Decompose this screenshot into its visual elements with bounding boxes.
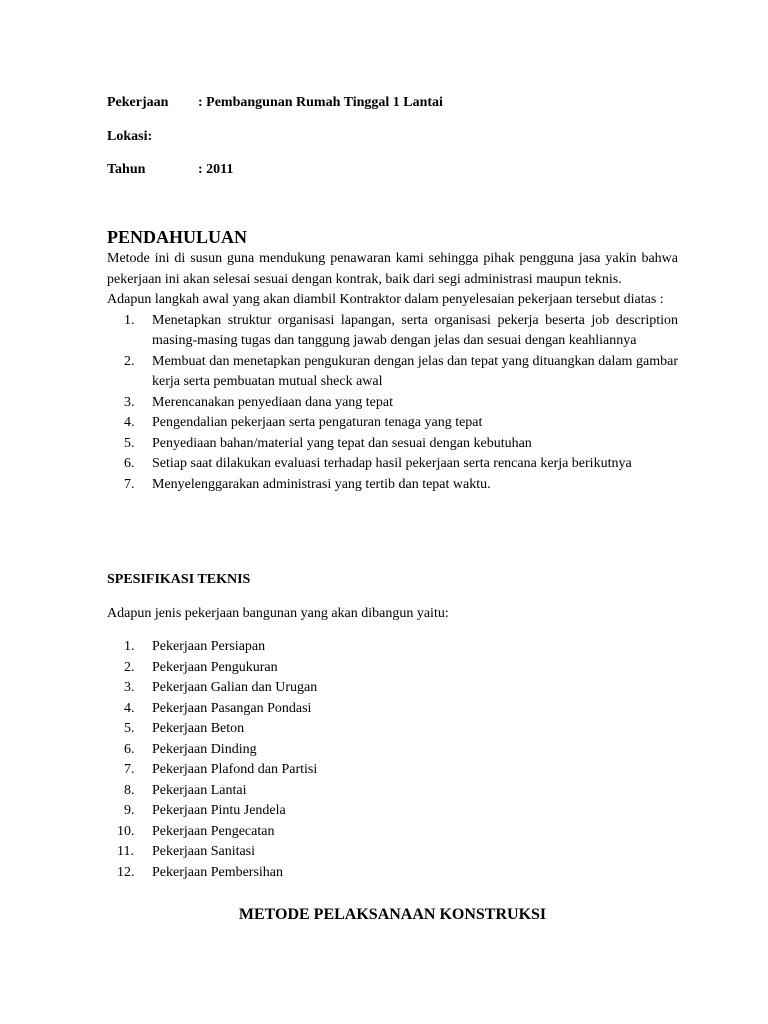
list-item-number: 5.: [124, 721, 135, 736]
pekerjaan-value: : Pembangunan Rumah Tinggal 1 Lantai: [198, 95, 443, 110]
spesifikasi-heading: SPESIFIKASI TEKNIS: [107, 572, 251, 587]
list-item-number: 8.: [124, 782, 135, 798]
tahun-row: [107, 160, 233, 181]
list-item-text: Penyediaan bahan/material yang tepat dan sesuai dengan kebutuhan: [152, 435, 532, 451]
list-item: [107, 637, 678, 658]
list-item-text: Pekerjaan Lantai: [152, 782, 247, 798]
list-item: [107, 801, 678, 822]
list-item-text: Pekerjaan Pintu Jendela: [152, 803, 286, 818]
list-item: [107, 822, 678, 843]
list-item: [107, 311, 678, 352]
list-item-number: 2.: [124, 659, 135, 675]
list-item-number: 7.: [124, 762, 135, 777]
list-item-text: Pekerjaan Sanitasi: [152, 844, 256, 859]
lokasi-label: Lokasi: [107, 129, 148, 144]
list-item-number: 5.: [124, 435, 135, 451]
list-item: [107, 413, 678, 434]
lokasi-value: :: [147, 129, 153, 144]
list-item-text: Menetapkan struktur organisasi lapangan, serta organisasi pekerja beserta job description masing-masing tugas dan tanggung jawab dengan jelas dan sesuai dengan keahliannya: [152, 312, 678, 348]
list-item-number: 10.: [117, 823, 135, 839]
pendahuluan-paragraph-1: Metode ini di susun guna mendukung penawaran kami sehingga pihak pengguna jasa yakin bahwa pekerjaan ini akan selesai sesuai dengan kontrak, baik dari segi administrasi maupun teknis.: [107, 251, 678, 287]
list-item-text: Pekerjaan Pasangan Pondasi: [152, 700, 312, 716]
list-item-text: Pengendalian pekerjaan serta pengaturan tenaga yang tepat: [152, 415, 483, 430]
list-item: [107, 475, 678, 496]
list-item-number: 2.: [124, 353, 135, 369]
list-item-number: 12.: [117, 864, 135, 880]
pendahuluan-paragraph-2: Adapun langkah awal yang akan diambil Kontraktor dalam penyelesaian pekerjaan tersebut diatas :: [107, 292, 664, 307]
list-item-number: 6.: [124, 456, 135, 471]
list-item-text: Pekerjaan Persiapan: [152, 639, 266, 654]
tahun-label: Tahun: [107, 162, 146, 177]
list-item: [107, 863, 678, 884]
list-item: [107, 781, 678, 802]
list-item-number: 4.: [124, 700, 135, 716]
list-item: [107, 658, 678, 679]
list-item: [107, 393, 678, 414]
list-item: [107, 719, 678, 740]
pekerjaan-row: [107, 93, 443, 114]
list-item-number: 1.: [124, 639, 135, 654]
list-item-number: 9.: [124, 803, 135, 818]
list-item-text: Pekerjaan Plafond dan Partisi: [152, 762, 318, 777]
lokasi-row: [107, 127, 152, 148]
list-item-number: 7.: [124, 476, 135, 492]
list-item: [107, 699, 678, 720]
list-item-text: Pekerjaan Pembersihan: [152, 864, 284, 880]
list-item-text: Pekerjaan Galian dan Urugan: [152, 680, 318, 695]
pendahuluan-body: [107, 249, 678, 495]
list-item-number: 1.: [124, 312, 135, 328]
list-item-number: 11.: [117, 844, 134, 859]
list-item: [107, 740, 678, 761]
list-item: [107, 678, 678, 699]
pendahuluan-heading: PENDAHULUAN: [107, 227, 248, 247]
pekerjaan-label: Pekerjaan: [107, 95, 169, 110]
list-item-text: Pekerjaan Beton: [152, 721, 245, 736]
list-item: [107, 842, 678, 863]
list-item-number: 3.: [124, 394, 135, 410]
list-item-number: 4.: [124, 415, 135, 430]
list-item-text: Setiap saat dilakukan evaluasi terhadap hasil pekerjaan serta rencana kerja berikutnya: [152, 456, 632, 471]
list-item: [107, 352, 678, 393]
list-item: [107, 434, 678, 455]
metode-heading: METODE PELAKSANAAN KONSTRUKSI: [238, 906, 547, 923]
list-item: [107, 760, 678, 781]
tahun-value: : 2011: [198, 162, 234, 177]
list-item-text: Pekerjaan Dinding: [152, 741, 257, 757]
spesifikasi-intro: Adapun jenis pekerjaan bangunan yang akan dibangun yaitu:: [107, 606, 449, 621]
list-item-text: Membuat dan menetapkan pengukuran dengan jelas dan tepat yang dituangkan dalam gambar kerja serta pembuatan mutual sheck awal: [152, 353, 678, 389]
pekerjaan-list: [107, 637, 678, 883]
list-item-text: Pekerjaan Pengecatan: [152, 823, 275, 839]
list-item-text: Menyelenggarakan administrasi yang tertib dan tepat waktu.: [152, 476, 491, 492]
list-item-number: 6.: [124, 741, 135, 757]
list-item: [107, 454, 678, 475]
list-item-text: Merencanakan penyediaan dana yang tepat: [152, 394, 393, 410]
langkah-list: [107, 311, 678, 496]
list-item-text: Pekerjaan Pengukuran: [152, 659, 278, 675]
list-item-number: 3.: [124, 680, 135, 695]
